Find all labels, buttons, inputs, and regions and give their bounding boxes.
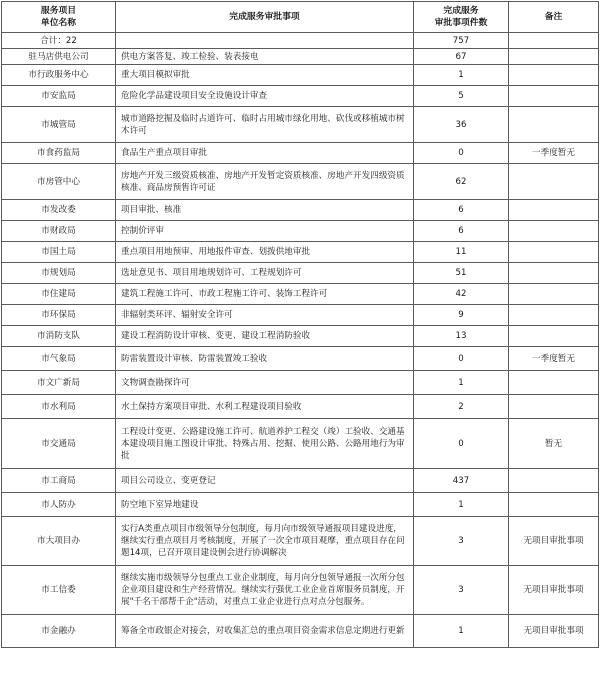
unit-cell: 市工商局: [2, 469, 116, 493]
note-cell: [509, 242, 599, 263]
table-row: [2, 566, 599, 615]
items-cell: 非辐射类环评、辐射安全许可: [116, 305, 414, 326]
count-cell: 1: [414, 493, 509, 517]
count-cell: 1: [414, 65, 509, 86]
note-cell: 一季度暂无: [509, 347, 599, 371]
unit-cell: 市财政局: [2, 221, 116, 242]
unit-cell: 市文广新局: [2, 371, 116, 395]
items-cell: 建筑工程施工许可、市政工程施工许可、装饰工程许可: [116, 284, 414, 305]
table-row: [2, 86, 599, 107]
unit-cell: 市消防支队: [2, 326, 116, 347]
items-cell: 选址意见书、项目用地规划许可、工程规划许可: [116, 263, 414, 284]
items-cell: [116, 33, 414, 49]
table-header-row: [2, 2, 599, 33]
note-cell: [509, 263, 599, 284]
unit-cell: 市住建局: [2, 284, 116, 305]
table-row: [2, 347, 599, 371]
table-body: [2, 33, 599, 648]
header-unit: [2, 2, 116, 33]
items-cell: 重大项目模拟审批: [116, 65, 414, 86]
items-cell: 控制价评审: [116, 221, 414, 242]
count-cell: 51: [414, 263, 509, 284]
items-cell: 食品生产重点项目审批: [116, 143, 414, 164]
unit-cell: 合计：22: [2, 33, 116, 49]
count-cell: 757: [414, 33, 509, 49]
unit-cell: 市房管中心: [2, 164, 116, 200]
count-cell: 67: [414, 49, 509, 65]
unit-cell: 市国土局: [2, 242, 116, 263]
items-cell: 防空地下室异地建设: [116, 493, 414, 517]
unit-cell: 市水利局: [2, 395, 116, 419]
note-cell: [509, 65, 599, 86]
items-cell: 工程设计变更、公路建设施工许可、航道养护工程交（竣）工验收、交通基本建设项目施工图设计审批、特殊占用、挖掘、使用公路、公路用地行为审批: [116, 419, 414, 469]
items-cell: 继续实施市级领导分包重点工业企业制度，每月向分包领导通报一次所分包企业项目建设和生产经营情况。继续实行强优工业企业首席服务员制度，开展"千名干部帮千企"活动，对重点工业企业进行点对点分包服务。: [116, 566, 414, 615]
count-cell: 3: [414, 517, 509, 566]
note-cell: [509, 493, 599, 517]
table-row: [2, 419, 599, 469]
table-row: [2, 49, 599, 65]
note-cell: [509, 326, 599, 347]
items-cell: 建设工程消防设计审核、变更、建设工程消防验收: [116, 326, 414, 347]
note-cell: [509, 86, 599, 107]
unit-cell: 市大项目办: [2, 517, 116, 566]
note-cell: [509, 164, 599, 200]
unit-cell: 市环保局: [2, 305, 116, 326]
items-cell: 城市道路挖掘及临时占道许可、临时占用城市绿化用地、砍伐或移植城市树木许可: [116, 107, 414, 143]
table-row: [2, 517, 599, 566]
items-cell: 文物调查勘探许可: [116, 371, 414, 395]
table-row: [2, 284, 599, 305]
count-cell: 0: [414, 143, 509, 164]
count-cell: 5: [414, 86, 509, 107]
note-cell: [509, 395, 599, 419]
count-cell: 0: [414, 347, 509, 371]
count-cell: 42: [414, 284, 509, 305]
items-cell: 房地产开发三级资质核准、房地产开发暂定资质核准、房地产开发四级资质核准、商品房预售许可证: [116, 164, 414, 200]
unit-cell: 驻马店供电公司: [2, 49, 116, 65]
note-cell: 无项目审批事项: [509, 615, 599, 648]
note-cell: [509, 284, 599, 305]
items-cell: 水土保持方案项目审批、水利工程建设项目验收: [116, 395, 414, 419]
table-row: [2, 305, 599, 326]
count-cell: 1: [414, 371, 509, 395]
header-items: 完成服务审批事项: [116, 2, 414, 33]
table-row: [2, 221, 599, 242]
note-cell: 无项目审批事项: [509, 517, 599, 566]
table-row: [2, 263, 599, 284]
table-row: [2, 143, 599, 164]
note-cell: [509, 371, 599, 395]
count-cell: 1: [414, 615, 509, 648]
table-row: [2, 164, 599, 200]
table-row: [2, 107, 599, 143]
note-cell: 一季度暂无: [509, 143, 599, 164]
table-row: [2, 200, 599, 221]
table-row: [2, 615, 599, 648]
count-cell: 6: [414, 200, 509, 221]
count-cell: 3: [414, 566, 509, 615]
count-cell: 13: [414, 326, 509, 347]
header-note: 备注: [509, 2, 599, 33]
table-row: [2, 33, 599, 49]
count-cell: 2: [414, 395, 509, 419]
count-cell: 11: [414, 242, 509, 263]
items-cell: 筹备全市政银企对接会，对收集汇总的重点项目资金需求信息定期进行更新: [116, 615, 414, 648]
header-count-line2: 审批事项件数: [434, 18, 488, 28]
unit-cell: 市城管局: [2, 107, 116, 143]
items-cell: 重点项目用地预审、用地报件审查、划拨供地审批: [116, 242, 414, 263]
table-row: [2, 469, 599, 493]
note-cell: 暂无: [509, 419, 599, 469]
unit-cell: 市安监局: [2, 86, 116, 107]
note-cell: [509, 469, 599, 493]
table-row: [2, 493, 599, 517]
items-cell: 项目审批、核准: [116, 200, 414, 221]
count-cell: 6: [414, 221, 509, 242]
count-cell: 62: [414, 164, 509, 200]
table-row: [2, 371, 599, 395]
unit-cell: 市人防办: [2, 493, 116, 517]
count-cell: 437: [414, 469, 509, 493]
count-cell: 36: [414, 107, 509, 143]
table-row: [2, 395, 599, 419]
note-cell: [509, 200, 599, 221]
unit-cell: 市气象局: [2, 347, 116, 371]
service-approval-table: [1, 1, 599, 648]
unit-cell: 市交通局: [2, 419, 116, 469]
note-cell: [509, 33, 599, 49]
note-cell: [509, 49, 599, 65]
note-cell: [509, 107, 599, 143]
note-cell: 无项目审批事项: [509, 566, 599, 615]
header-unit-line1: 服务项目: [40, 6, 77, 16]
header-unit-line2: 单位名称: [40, 18, 77, 28]
table-row: [2, 65, 599, 86]
table-row: [2, 326, 599, 347]
unit-cell: 市行政服务中心: [2, 65, 116, 86]
count-cell: 9: [414, 305, 509, 326]
unit-cell: 市规划局: [2, 263, 116, 284]
note-cell: [509, 305, 599, 326]
table-row: [2, 242, 599, 263]
items-cell: 项目公司设立、变更登记: [116, 469, 414, 493]
unit-cell: 市发改委: [2, 200, 116, 221]
header-count-line1: 完成服务: [443, 6, 479, 16]
unit-cell: 市金融办: [2, 615, 116, 648]
note-cell: [509, 221, 599, 242]
items-cell: 供电方案答复、竣工检验、装表接电: [116, 49, 414, 65]
unit-cell: 市食药监局: [2, 143, 116, 164]
items-cell: 防雷装置设计审核、防雷装置竣工验收: [116, 347, 414, 371]
header-count: [414, 2, 509, 33]
items-cell: 危险化学品建设项目安全设施设计审查: [116, 86, 414, 107]
items-cell: 实行A类重点项目市级领导分包制度，每月向市级领导通报项目建设进度，继续实行重点项目月考核制度，开展了一次全市项目观摩，重点项目存在问题14项，已召开项目建设例会进行协调解决: [116, 517, 414, 566]
count-cell: 0: [414, 419, 509, 469]
unit-cell: 市工信委: [2, 566, 116, 615]
